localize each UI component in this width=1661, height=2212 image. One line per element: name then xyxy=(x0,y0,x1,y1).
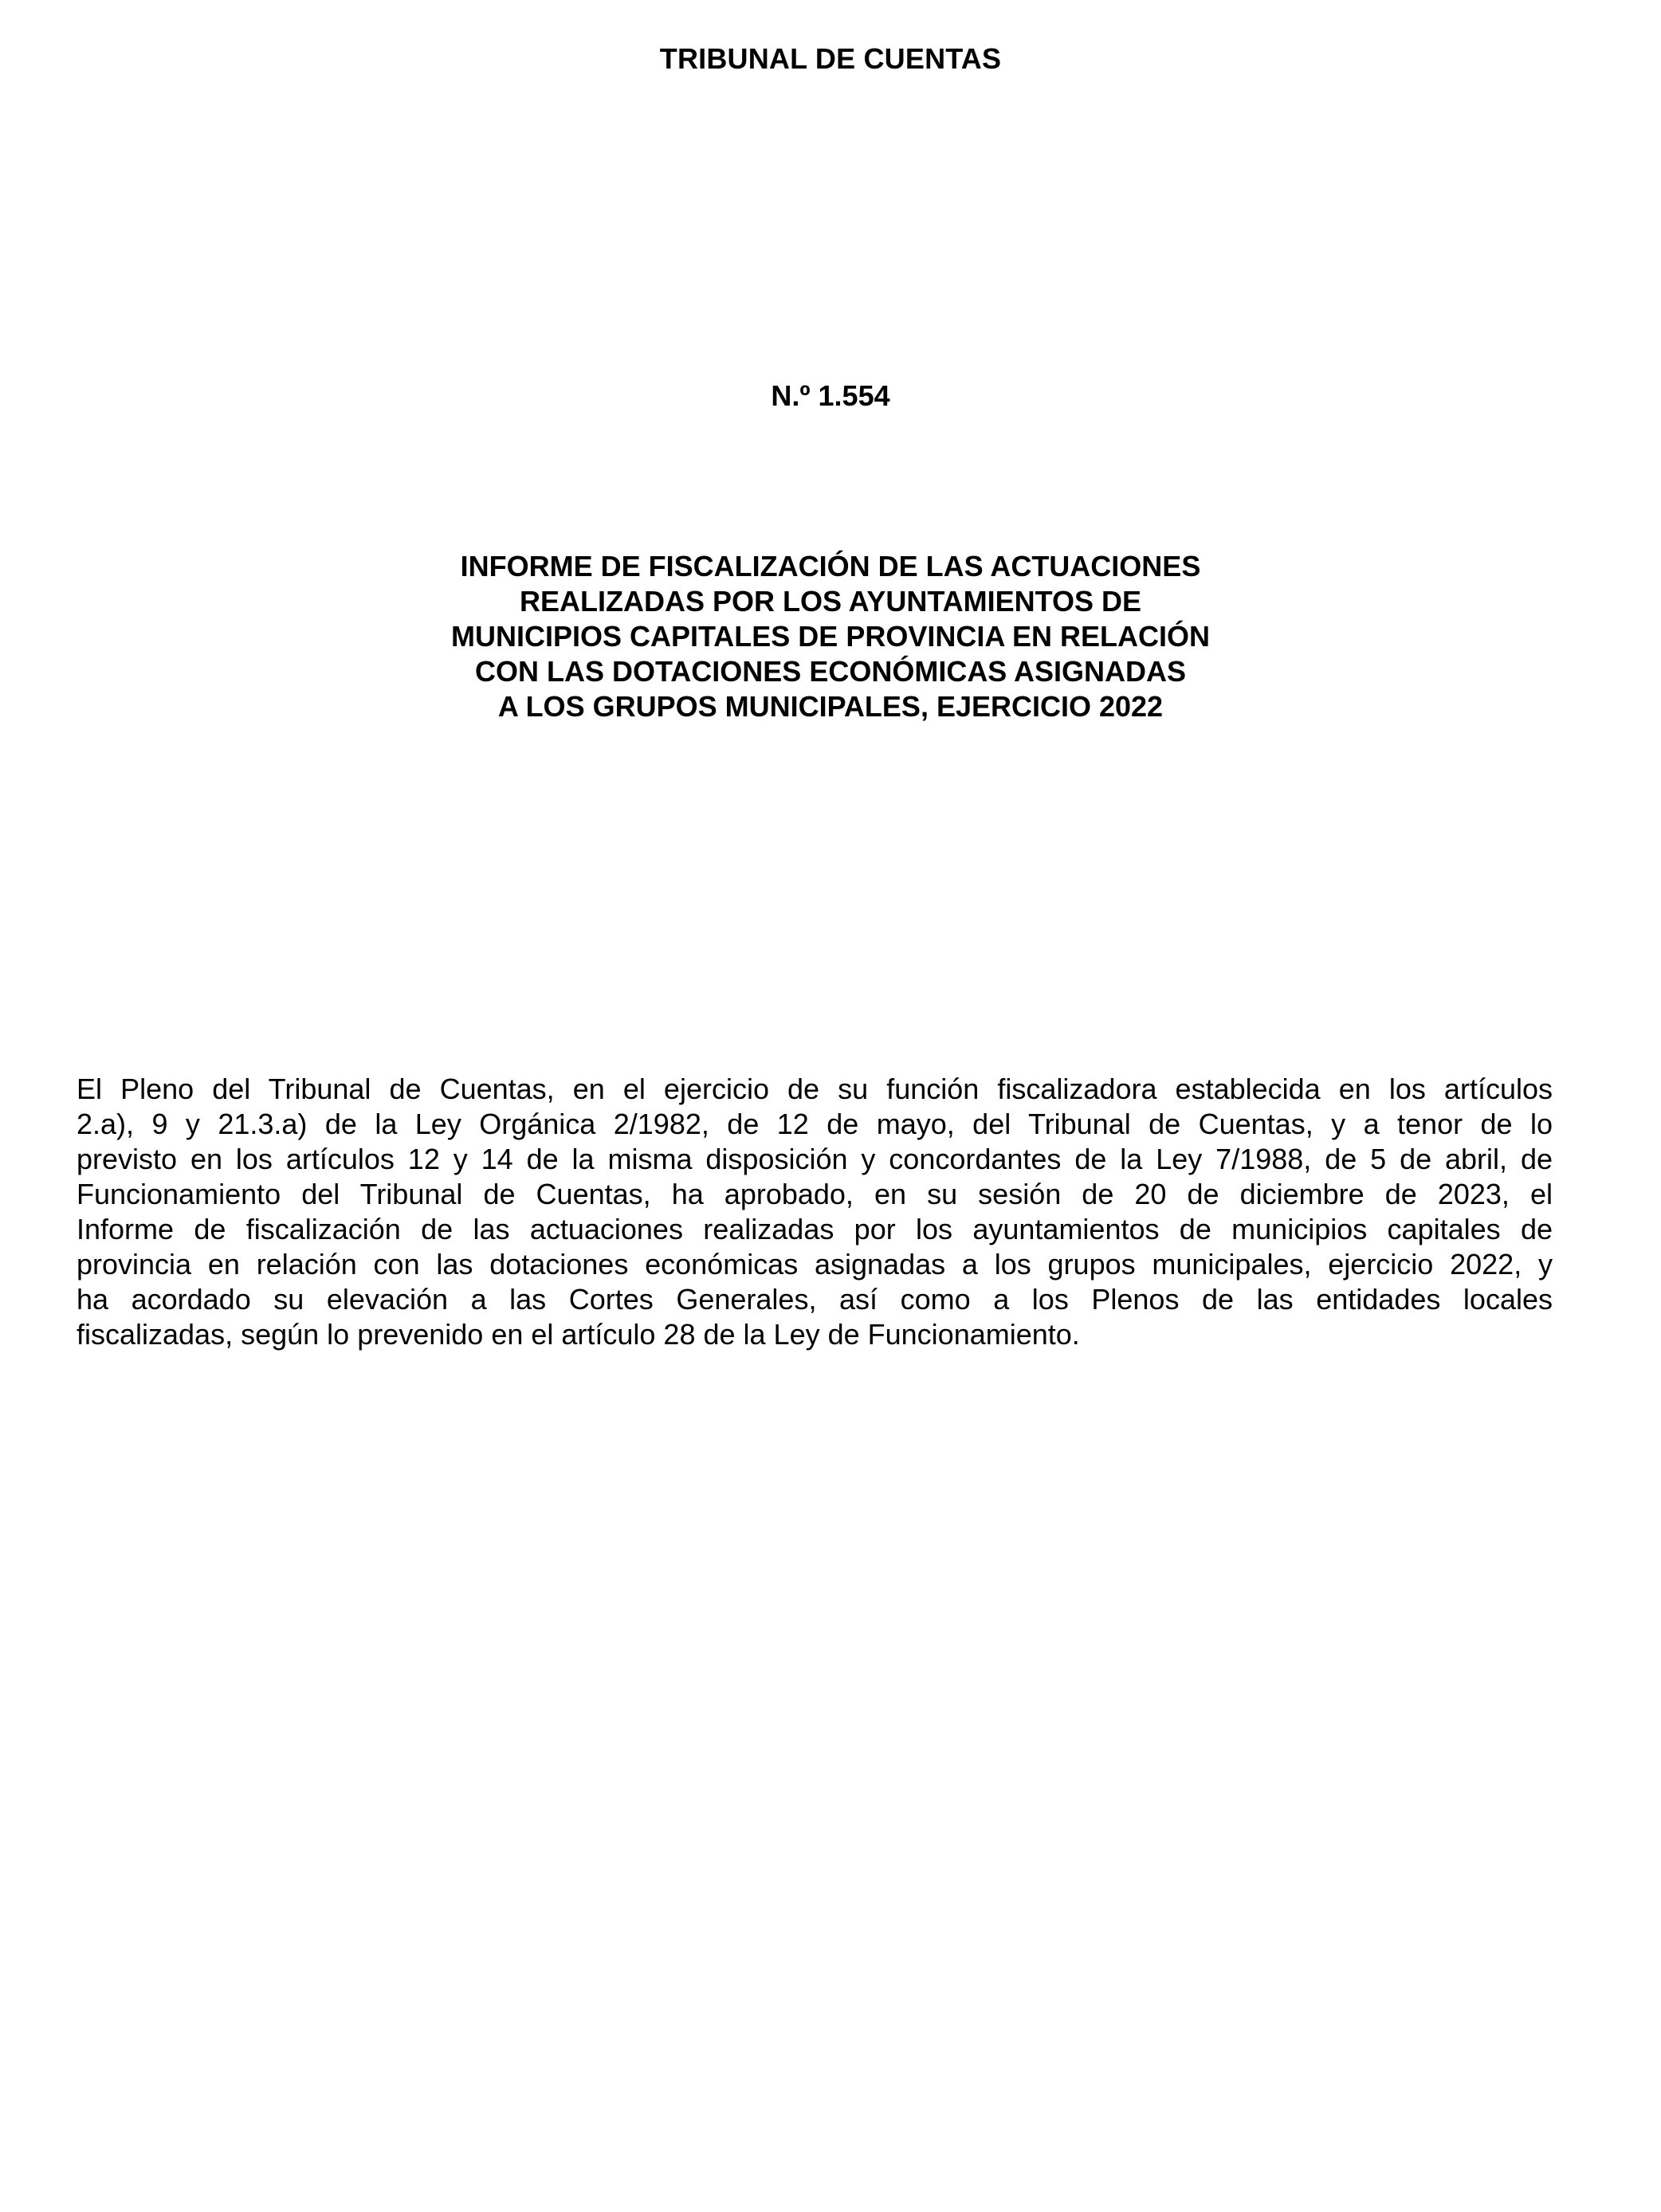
paragraph-line: Funcionamiento del Tribunal de Cuentas, ha aprobado, en su sesión de 20 de diciembre de 2023, el xyxy=(77,1178,1553,1210)
report-title-line: INFORME DE FISCALIZACIÓN DE LAS ACTUACIONES xyxy=(460,550,1201,582)
paragraph-line: 2.a), 9 y 21.3.a) de la Ley Orgánica 2/1982, de 12 de mayo, del Tribunal de Cuentas, y a tenor de lo xyxy=(77,1108,1553,1140)
institution-header: TRIBUNAL DE CUENTAS xyxy=(659,42,1002,75)
paragraph-line: El Pleno del Tribunal de Cuentas, en el ejercicio de su función fiscalizadora establecida en los artículos xyxy=(77,1073,1553,1105)
report-title-line: REALIZADAS POR LOS AYUNTAMIENTOS DE xyxy=(519,585,1142,618)
report-title-line: A LOS GRUPOS MUNICIPALES, EJERCICIO 2022 xyxy=(497,690,1164,723)
report-title xyxy=(0,549,1661,724)
approval-paragraph xyxy=(77,1072,1553,1352)
paragraph-line: fiscalizadas, según lo prevenido en el artículo 28 de la Ley de Funcionamiento. xyxy=(77,1318,1080,1351)
report-title-line: MUNICIPIOS CAPITALES DE PROVINCIA EN RELACIÓN xyxy=(450,620,1211,653)
paragraph-line: Informe de fiscalización de las actuaciones realizadas por los ayuntamientos de municipios capitales de xyxy=(77,1213,1553,1245)
report-number: N.º 1.554 xyxy=(771,379,890,412)
paragraph-line: previsto en los artículos 12 y 14 de la misma disposición y concordantes de la Ley 7/1988, de 5 de abril, de xyxy=(77,1143,1553,1175)
paragraph-line: ha acordado su elevación a las Cortes Generales, así como a los Plenos de las entidades locales xyxy=(77,1283,1553,1316)
report-title-line: CON LAS DOTACIONES ECONÓMICAS ASIGNADAS xyxy=(474,655,1187,688)
paragraph-line: provincia en relación con las dotaciones económicas asignadas a los grupos municipales, ejercicio 2022, y xyxy=(77,1248,1553,1281)
